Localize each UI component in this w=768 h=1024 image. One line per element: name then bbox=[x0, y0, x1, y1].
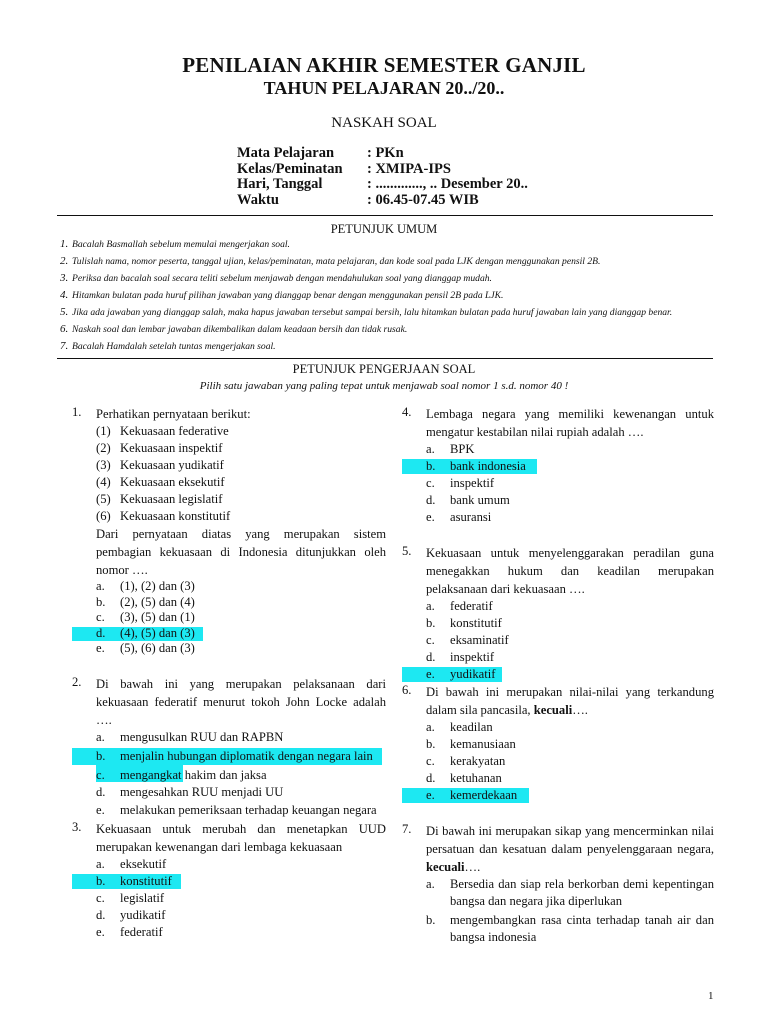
general-instructions-title: PETUNJUK UMUM bbox=[330, 222, 438, 236]
answer-option[interactable]: a. Bersedia dan siap rela berkorban demi kepentingan bangsa dan negara jika diperlukan bbox=[426, 877, 714, 908]
answer-option[interactable]: a. federatif bbox=[426, 599, 493, 613]
rule-item: 4. Hitamkan bulatan pada huruf pilihan jawaban yang dianggap benar dengan menggunakan pensil 2B pada LJK. bbox=[60, 289, 504, 301]
work-instructions-subtitle: Pilih satu jawaban yang paling tepat untuk menjawab soal nomor 1 s.d. nomor 40 ! bbox=[199, 380, 569, 392]
answer-option[interactable]: e. melakukan pemeriksaan terhadap keuangan negara bbox=[96, 802, 377, 817]
rule-item: 7. Bacalah Hamdalah setelah tuntas mengerjakan soal. bbox=[60, 340, 276, 352]
answer-option[interactable]: c. mengangkat hakim dan jaksa bbox=[96, 767, 267, 782]
general-instructions-list bbox=[60, 239, 710, 352]
statement-item: (3) Kekuasaan yudikatif bbox=[96, 458, 224, 472]
statement-item: (6) Kekuasaan konstitutif bbox=[96, 509, 231, 523]
question-6: 6. Di bawah ini merupakan nilai-nilai yang terkandung dalam sila pancasila, kecuali…. a. keadilan b. kemanusiaan c. kerakyatan d. ketuhanan e. kemerdekaan bbox=[402, 683, 714, 802]
statement-item: (2) Kekuasaan inspektif bbox=[96, 441, 223, 455]
work-instructions-title: PETUNJUK PENGERJAAN SOAL bbox=[292, 362, 476, 376]
questions-left-column bbox=[72, 405, 386, 941]
statement-item: (4) Kekuasaan eksekutif bbox=[96, 475, 225, 489]
answer-option-highlighted[interactable]: b. konstitutif bbox=[96, 873, 386, 890]
answer-option[interactable]: e. federatif bbox=[96, 924, 163, 939]
rule-item: 6. Naskah soal dan lembar jawaban dikembalikan dalam keadaan bersih dan tidak rusak. bbox=[60, 323, 408, 335]
rule-item: 1. Bacalah Basmallah sebelum memulai mengerjakan soal. bbox=[60, 238, 290, 250]
answer-option[interactable]: c. kerakyatan bbox=[426, 754, 506, 768]
answer-option-highlighted[interactable]: b. menjalin hubungan diplomatik dengan negara lain bbox=[96, 748, 386, 765]
info-date: Hari, Tanggal : ............., .. Desember 20.. bbox=[237, 176, 528, 192]
answer-option[interactable]: a. (1), (2) dan (3) bbox=[96, 579, 195, 593]
questions-right-column bbox=[402, 405, 714, 946]
question-7: 7. Di bawah ini merupakan sikap yang mencerminkan nilai persatuan dan kesatuan dalam penyelenggaraan negara, kecuali…. a. Bersedia dan siap rela berkorban demi kepentingan bangsa dan negara jika diperlukan b. mengembangkan rasa cinta terhadap tanah air dan bangsa indonesia bbox=[402, 822, 714, 944]
exam-info bbox=[237, 146, 528, 208]
info-time: Waktu : 06.45-07.45 WIB bbox=[237, 191, 479, 208]
answer-option-highlighted[interactable]: e. kemerdekaan bbox=[426, 787, 714, 804]
question-4: 4. Lembaga negara yang memiliki kewenangan untuk mengatur kestabilan nilai rupiah adalah …. a. BPK b. bank indonesia c. inspektif d. bank umum e. asuransi bbox=[402, 405, 714, 524]
question-1: 1. Perhatikan pernyataan berikut: (1) Kekuasaan federative (2) Kekuasaan inspektif (3) Kekuasaan yudikatif (4) Kekuasaan eksekutif (5) Kekuasaan legislatif (6) Kekuasaan konstitutif Dari pernyataan diatas yang merupakan sistem pembagian kekuasaan di Indonesia ditunjukkan oleh nomor …. a. (1), (2) dan (3) b. (2), (5) dan (4) c. (3), (5) dan (1) d. (4), (5) dan (3) e. (5), (6) dan (3) bbox=[72, 405, 386, 655]
answer-option-highlighted[interactable]: b. bank indonesia bbox=[426, 458, 714, 475]
document-type: NASKAH SOAL bbox=[331, 115, 437, 131]
rule-item: 3. Periksa dan bacalah soal secara teliti sebelum menjawab dengan mendahulukan soal yang dianggap mudah. bbox=[60, 272, 492, 284]
answer-option[interactable]: d. bank umum bbox=[426, 493, 510, 507]
answer-option-highlighted[interactable]: d. (4), (5) dan (3) bbox=[96, 626, 386, 642]
answer-option[interactable]: d. ketuhanan bbox=[426, 771, 502, 785]
answer-option[interactable]: b. konstitutif bbox=[426, 616, 502, 630]
divider-top bbox=[57, 215, 713, 216]
answer-option[interactable]: e. asuransi bbox=[426, 510, 492, 524]
statement-item: (5) Kekuasaan legislatif bbox=[96, 492, 223, 506]
answer-option[interactable]: d. inspektif bbox=[426, 650, 495, 664]
statement-item: (1) Kekuasaan federative bbox=[96, 424, 229, 438]
page-number: 1 bbox=[708, 990, 714, 1002]
divider-middle bbox=[57, 358, 713, 359]
answer-option[interactable]: a. eksekutif bbox=[96, 856, 167, 871]
answer-option[interactable]: c. legislatif bbox=[96, 890, 165, 905]
answer-option[interactable]: a. mengusulkan RUU dan RAPBN bbox=[96, 729, 284, 744]
info-subject: Mata Pelajaran : PKn bbox=[237, 145, 404, 161]
question-3: 3. Kekuasaan untuk merubah dan menetapkan UUD merupakan kewenangan dari lembaga kekuasaan a. eksekutif b. konstitutif c. legislatif d. yudikatif e. federatif bbox=[72, 819, 386, 939]
answer-option-highlighted[interactable]: e. yudikatif bbox=[426, 666, 714, 683]
academic-year: TAHUN PELAJARAN 20../20.. bbox=[263, 78, 505, 98]
question-5: 5. Kekuasaan untuk menyelenggarakan peradilan guna menegakkan hukum dan keadilan merupakan pelaksanaan dari kekuasaan …. a. federatif b. konstitutif c. eksaminatif d. inspektif e. yudikatif bbox=[402, 544, 714, 681]
question-2: 2. Di bawah ini yang merupakan pelaksanaan dari kekuasaan federatif menurut tokoh John Locke adalah …. a. mengusulkan RUU dan RAPBN b. menjalin hubungan diplomatik dengan negara lain c. mengangkat hakim dan jaksa d. mengesahkan RUU menjadi UU e. melakukan pemeriksaan terhadap keuangan negara bbox=[72, 674, 386, 817]
answer-option[interactable]: b. kemanusiaan bbox=[426, 737, 516, 751]
rule-item: 5. Jika ada jawaban yang dianggap salah, maka hapus jawaban tersebut sampai bersih, lalu hitamkan bulatan pada huruf jawaban lain yang dianggap benar. bbox=[60, 306, 673, 318]
info-class: Kelas/Peminatan : XMIPA-IPS bbox=[237, 160, 451, 177]
rule-item: 2. Tulislah nama, nomor peserta, tanggal ujian, kelas/peminatan, mata pelajaran, dan kode soal pada LJK dengan menggunakan pensil 2B. bbox=[60, 255, 601, 267]
answer-option[interactable]: c. (3), (5) dan (1) bbox=[96, 610, 195, 624]
answer-option[interactable]: c. eksaminatif bbox=[426, 633, 509, 647]
answer-option[interactable]: e. (5), (6) dan (3) bbox=[96, 641, 195, 655]
answer-option[interactable]: d. yudikatif bbox=[96, 907, 166, 922]
answer-option[interactable]: a. BPK bbox=[426, 442, 475, 456]
answer-option[interactable]: a. keadilan bbox=[426, 720, 493, 734]
answer-option[interactable]: c. inspektif bbox=[426, 476, 495, 490]
answer-option[interactable]: b. (2), (5) dan (4) bbox=[96, 594, 195, 609]
exam-title: PENILAIAN AKHIR SEMESTER GANJIL bbox=[182, 53, 586, 77]
answer-option[interactable]: d. mengesahkan RUU menjadi UU bbox=[96, 784, 284, 799]
answer-option[interactable]: b. mengembangkan rasa cinta terhadap tanah air dan bangsa indonesia bbox=[426, 913, 714, 944]
